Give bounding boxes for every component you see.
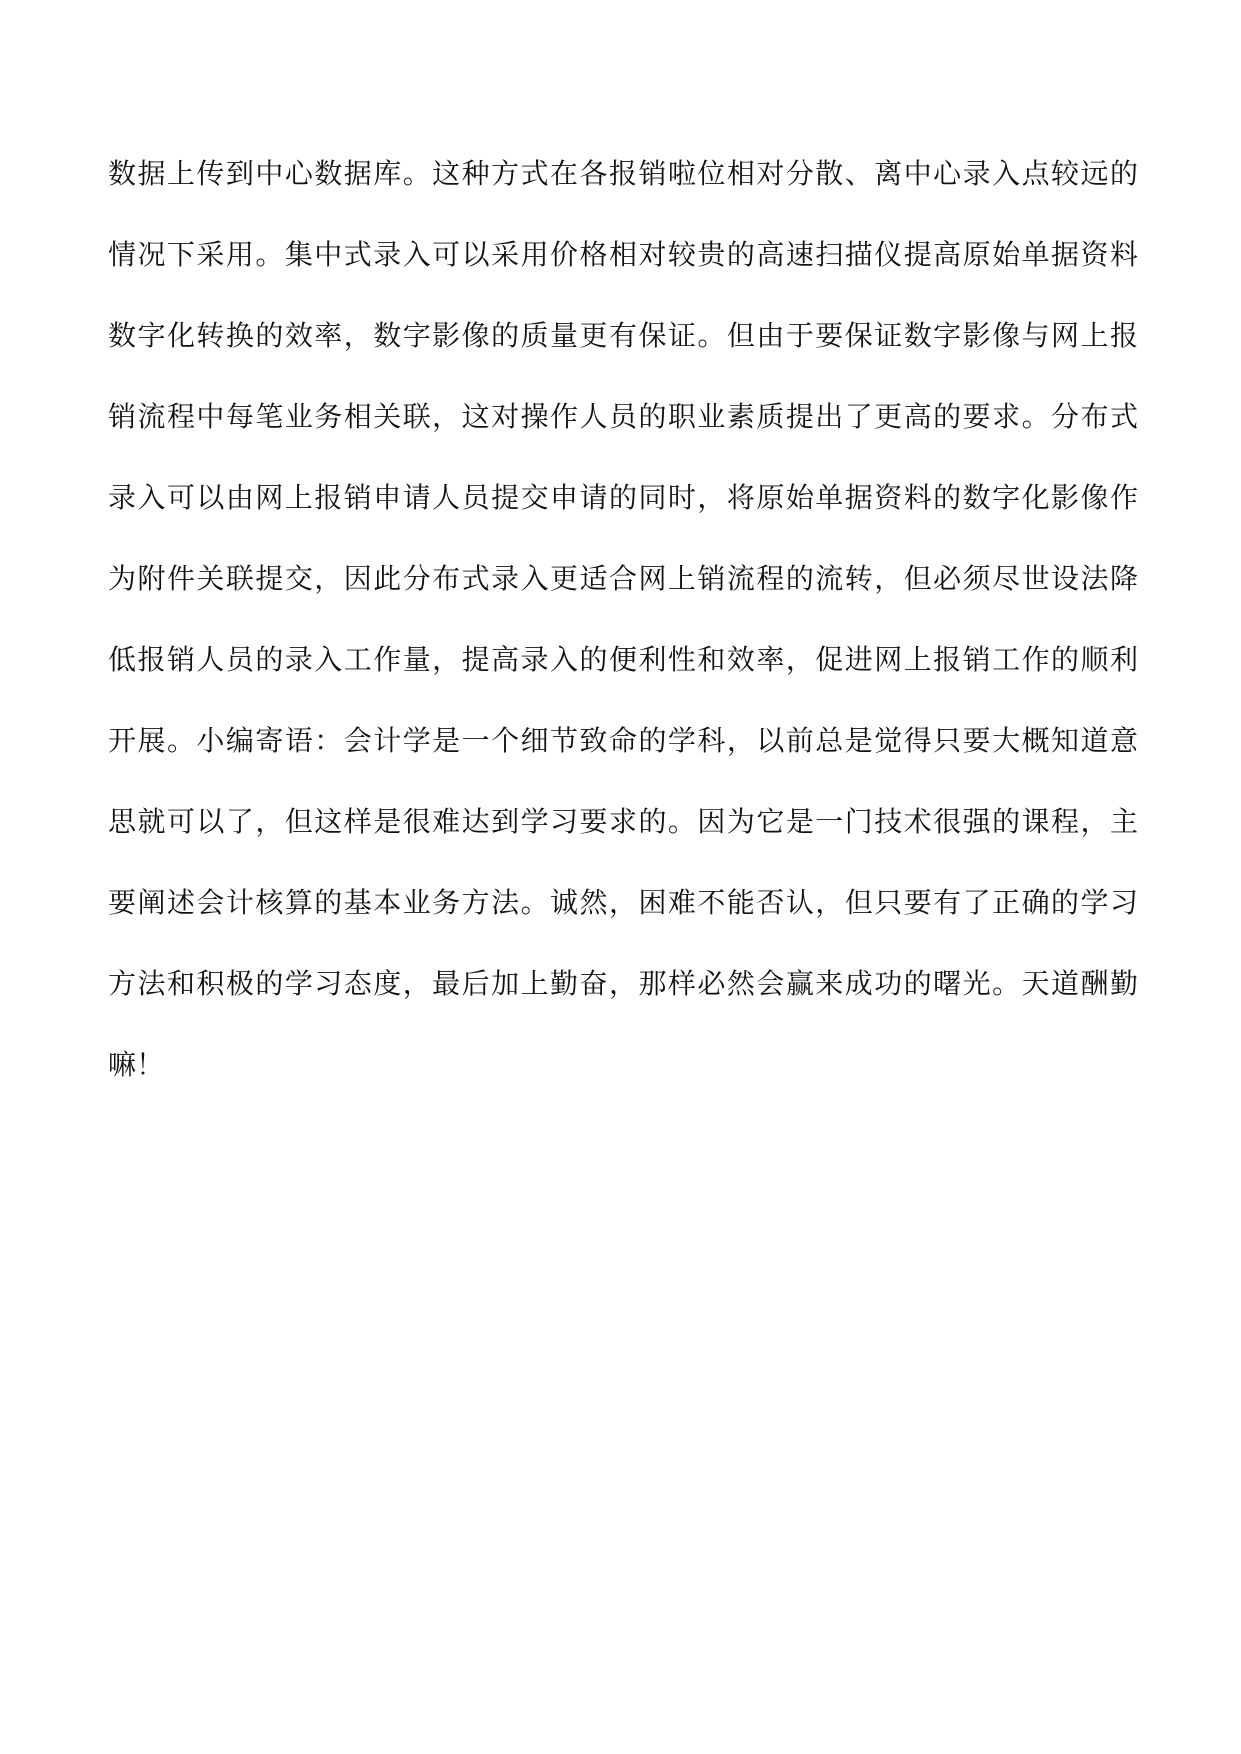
text-line-5: 录入可以由网上报销申请人员提交申请的同时，将原始单据资料的数字化影像作	[108, 481, 1138, 514]
text-line-2: 情况下采用。集中式录入可以采用价格相对较贵的高速扫描仪提高原始单据资料	[108, 238, 1138, 271]
text-line-7: 低报销人员的录入工作量，提高录入的便利性和效率，促进网上报销工作的顺利	[108, 643, 1138, 676]
text-line-4: 销流程中每笔业务相关联，这对操作人员的职业素质提出了更高的要求。分布式	[108, 400, 1138, 433]
text-line-10: 要阐述会计核算的基本业务方法。诚然，困难不能否认，但只要有了正确的学习	[108, 886, 1138, 919]
text-line-12: 嘛！	[108, 1048, 165, 1081]
text-line-9: 思就可以了，但这样是很难达到学习要求的。因为它是一门技术很强的课程，主	[108, 805, 1138, 838]
text-line-11: 方法和积极的学习态度，最后加上勤奋，那样必然会赢来成功的曙光。天道酬勤	[108, 967, 1138, 1000]
text-line-6: 为附件关联提交，因此分布式录入更适合网上销流程的流转，但必须尽世设法降	[108, 562, 1138, 595]
text-line-8: 开展。小编寄语：会计学是一个细节致命的学科，以前总是觉得只要大概知道意	[108, 724, 1138, 757]
text-line-3: 数字化转换的效率，数字影像的质量更有保证。但由于要保证数字影像与网上报	[108, 319, 1138, 352]
body-text	[108, 157, 1138, 1132]
text-line-1: 数据上传到中心数据库。这种方式在各报销啦位相对分散、离中心录入点较远的	[108, 157, 1138, 190]
